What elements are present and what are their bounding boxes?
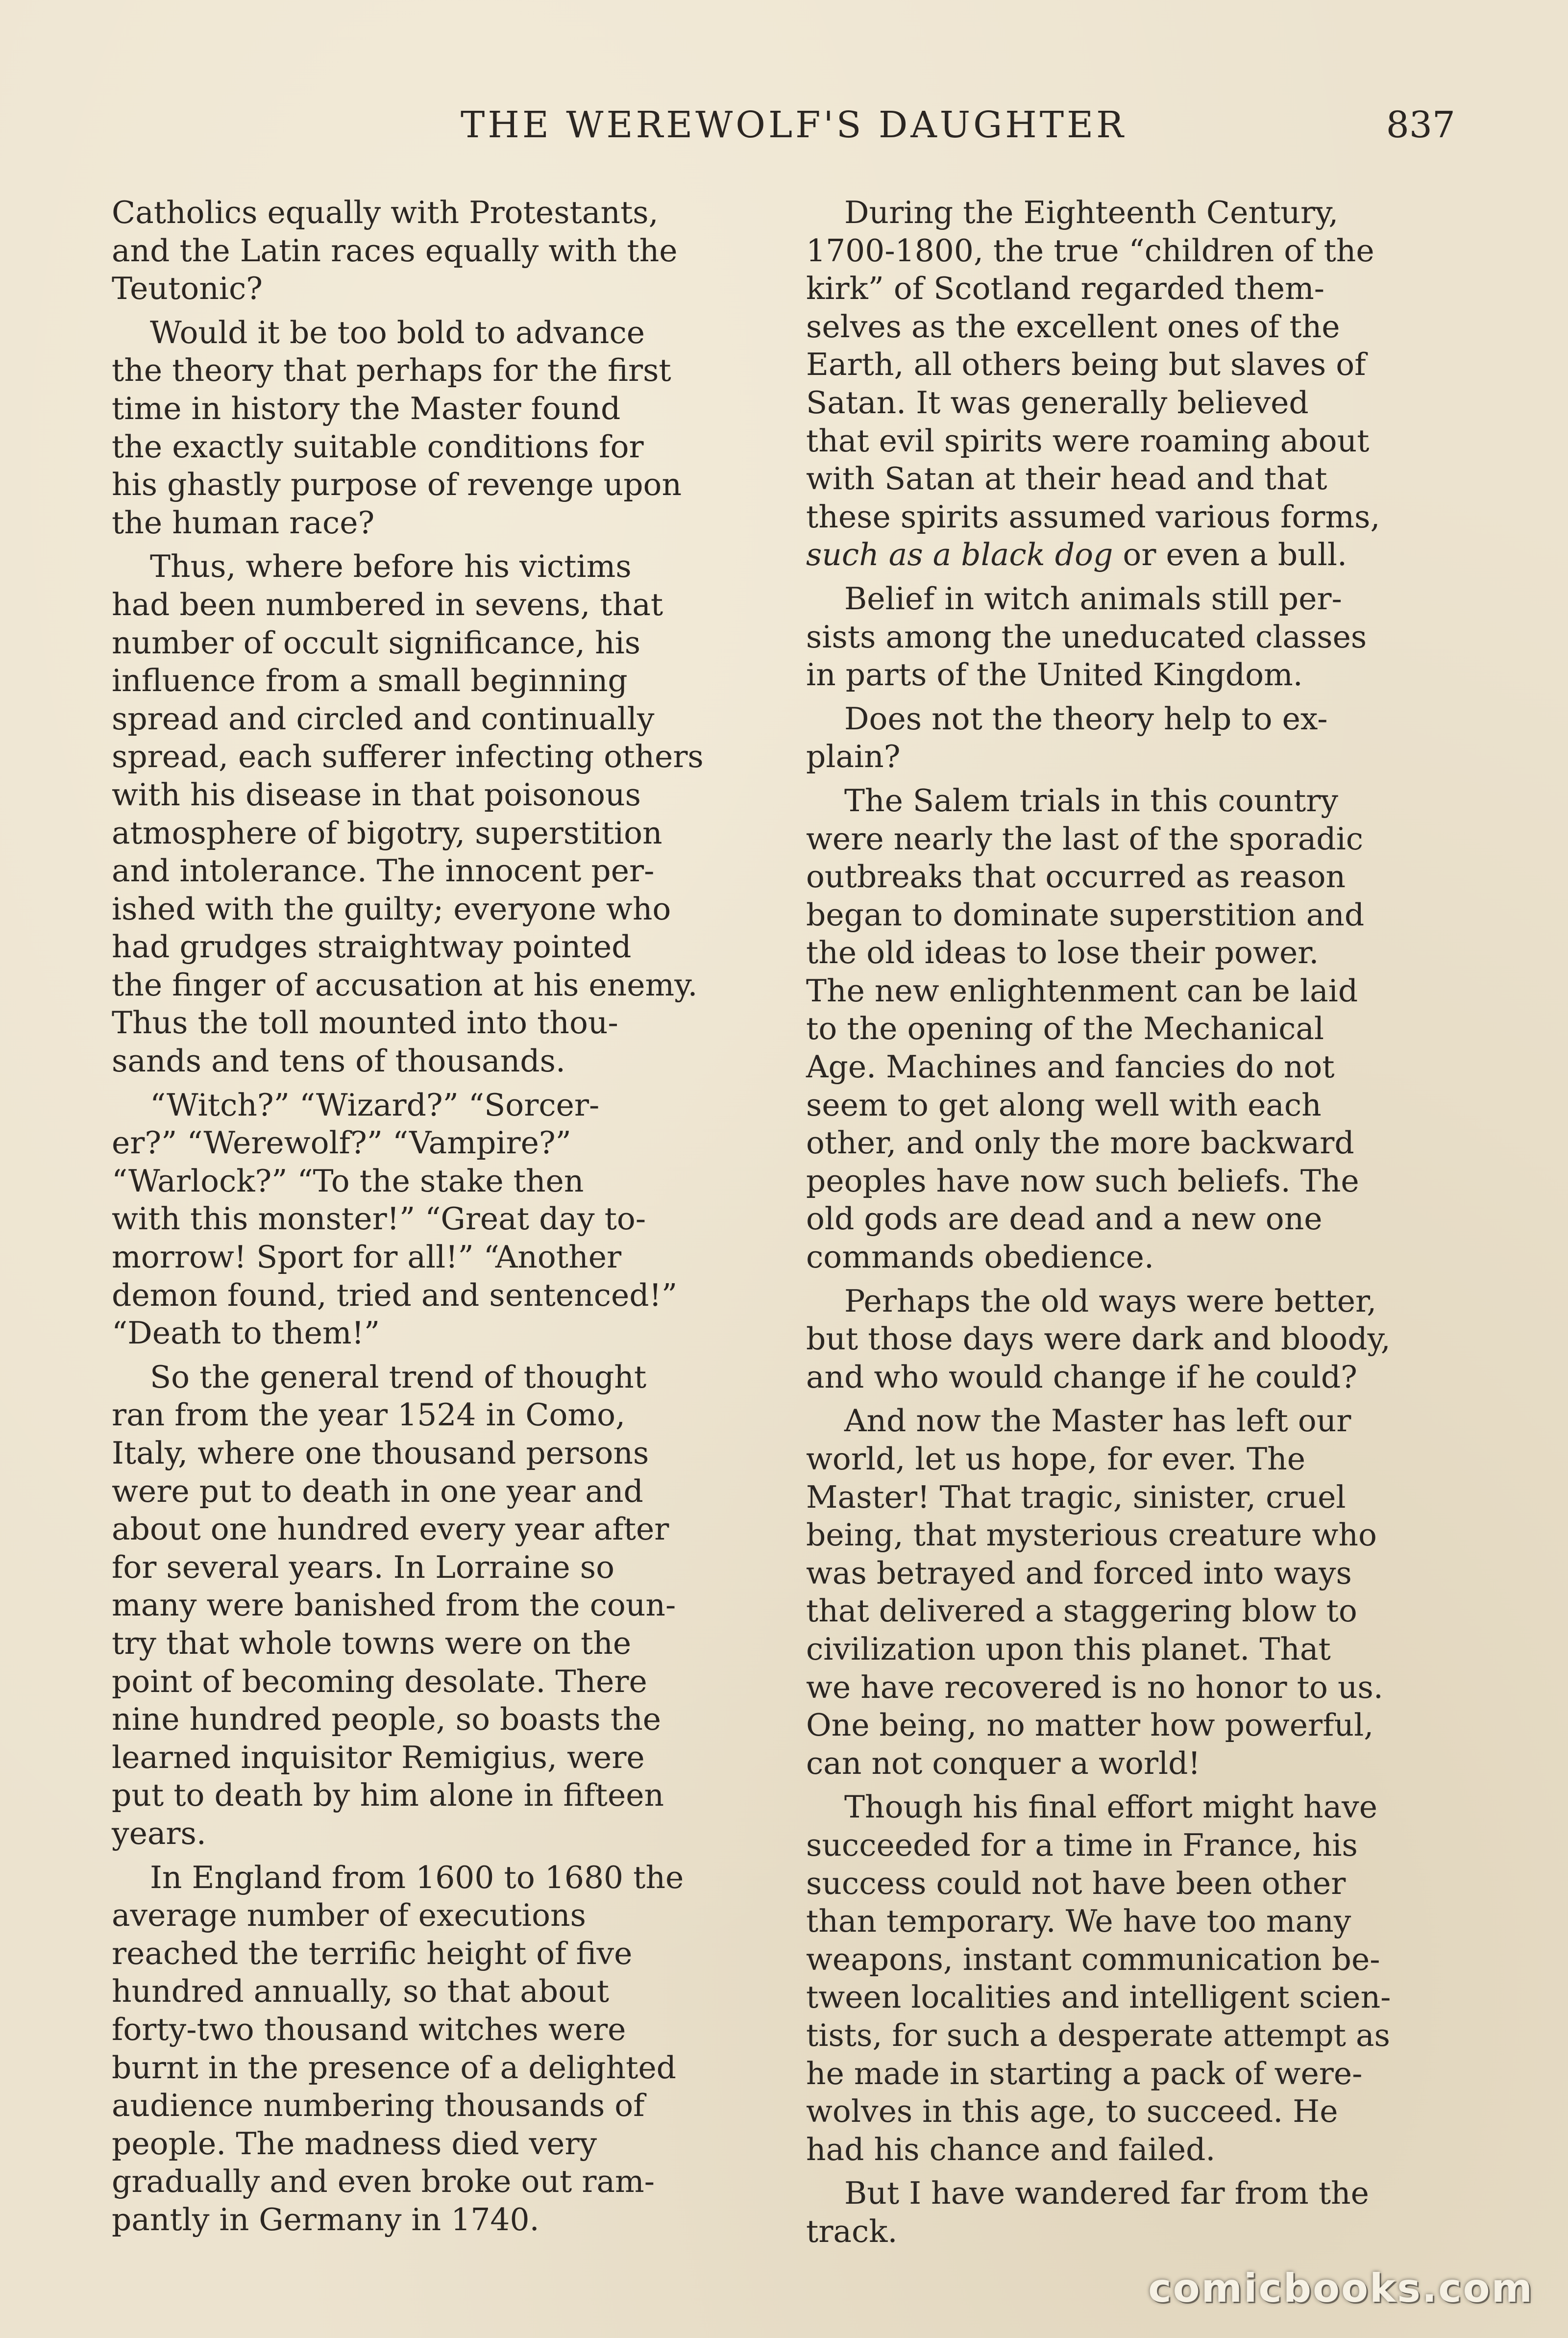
paragraph: Would it be too bold to advance the theory that perhaps for the first time in history the Master found the exactly suitable conditions for his ghastly purpose of revenge upon the human race?: [112, 314, 682, 541]
paragraph: Thus, where before his victims had been numbered in sevens, that number of occult significance, his influence from a small beginning spread and circled and continually spread, each sufferer infecting others with his disease in that poisonous atmosphere of bigotry, superstition and intolerance. The innocent per- ished with the guilty; everyone who had grudges straightway pointed the finger of accusation at his enemy. Thus the toll mounted into thou- sands and tens of thousands.: [112, 548, 704, 1079]
paragraph: So the general trend of thought ran from the year 1524 in Como, Italy, where one thousand persons were put to death in one year and about one hundred every year after for several years. In Lorraine so many were banished from the coun- try that whole towns were on the point of becoming desolate. There nine hundred people, so boasts the learned inquisitor Remigius, were put to death by him alone in fifteen years.: [112, 1359, 676, 1851]
paragraph-text: or even a bull.: [1113, 537, 1348, 573]
right-column: [806, 194, 1453, 2256]
running-head: THE WEREWOLF'S DAUGHTER: [461, 104, 1127, 146]
paragraph: Catholics equally with Protestants, and the Latin races equally with the Teutonic?: [112, 195, 678, 307]
page-header: [113, 98, 1455, 152]
watermark: comicbooks.com: [1148, 2265, 1534, 2311]
paragraph: “Witch?” “Wizard?” “Sorcer- er?” “Werewolf?” “Vampire?” “Warlock?” “To the stake then with this monster!” “Great day to- morrow! Sport for all!” “Another demon found, tried and sentenced!” “Death to them!”: [112, 1087, 678, 1351]
paragraph-text: During the Eighteenth Century, 1700-1800, the true “children of the kirk” of Scotland regarded them- selves as the excellent ones of the Earth, all others being but slaves of Satan. It was generally believed that evil spirits were roaming about with Satan at their head and that these spirits assumed various forms,: [806, 195, 1380, 535]
italic-phrase: such as a black dog: [806, 537, 1113, 573]
paragraph: The Salem trials in this country were nearly the last of the sporadic outbreaks that occurred as reason began to dominate superstition and the old ideas to lose their power. The new enlightenment can be laid to the opening of the Mechanical Age. Machines and fancies do not seem to get along well with each other, and only the more backward peoples have now such beliefs. The old gods are dead and a new one commands obedience.: [806, 782, 1365, 1275]
page-number: 837: [1386, 104, 1455, 146]
paragraph: Belief in witch animals still per- sists among the uneducated classes in parts of the United Kingdom.: [806, 580, 1367, 693]
paragraph: [806, 194, 1453, 574]
paragraph: Perhaps the old ways were better, but those days were dark and bloody, and who would change if he could?: [806, 1283, 1391, 1395]
left-column: [112, 194, 759, 2244]
paragraph: Though his final effort might have succeeded for a time in France, his success could not have been other than temporary. We have too many weapons, instant communication be- tween localities and intelligent scien- tists, for such a desperate attempt as he made in starting a pack of were- wolves in this age, to succeed. He had his chance and failed.: [806, 1789, 1391, 2167]
paragraph: But I have wandered far from the track.: [806, 2175, 1369, 2249]
paragraph: Does not the theory help to ex- plain?: [806, 700, 1328, 775]
paragraph: In England from 1600 to 1680 the average number of executions reached the terrific height of five hundred annually, so that about forty-two thousand witches were burnt in the presence of a delighted audience numbering thousands of people. The madness died very gradually and even broke out ram- pantly in Germany in 1740.: [112, 1859, 684, 2238]
paragraph: And now the Master has left our world, let us hope, for ever. The Master! That tragic, sinister, cruel being, that mysterious creature who was betrayed and forced into ways that delivered a staggering blow to civilization upon this planet. That we have recovered is no honor to us. One being, no matter how powerful, can not conquer a world!: [806, 1403, 1383, 1781]
